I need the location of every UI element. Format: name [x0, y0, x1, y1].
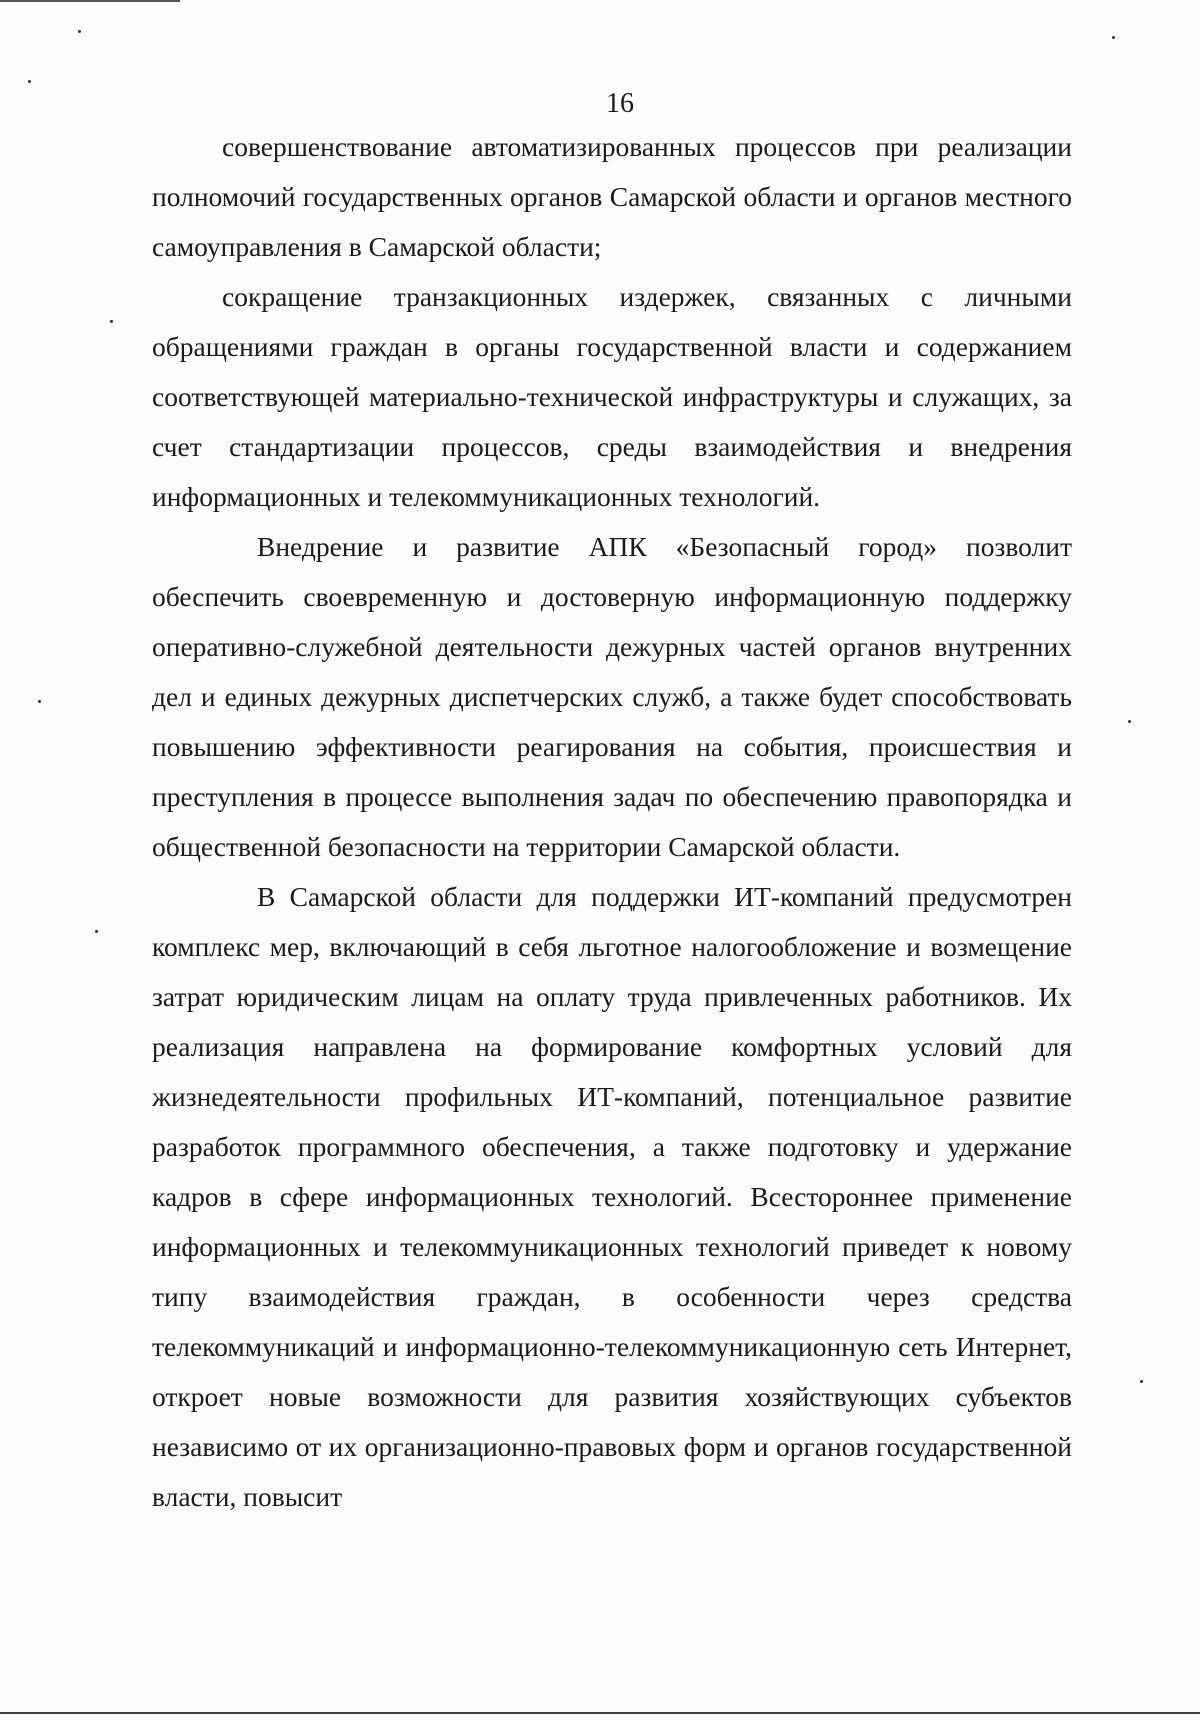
- scan-speck: [28, 80, 31, 83]
- document-body: [152, 122, 1072, 1522]
- scan-edge-top: [0, 0, 180, 2]
- scan-speck: [78, 30, 81, 33]
- page-number: 16: [606, 88, 634, 119]
- paragraph-transaction-costs: сокращение транзакционных издержек, связанных с личными обращениями граждан в органы государственной власти и содержанием соответствующей материально-технической инфраструктуры и служащих, за счет стандартизации процессов, среды взаимодействия и внедрения информационных и телекоммуникационных технологий.: [152, 281, 1072, 512]
- paragraph-automation: совершенствование автоматизированных процессов при реализации полномочий государственных органов Самарской области и органов местного самоуправления в Самарской области;: [152, 131, 1072, 262]
- paragraph-safe-city: Внедрение и развитие АПК «Безопасный город» позволит обеспечить своевременную и достоверную информационную поддержку оперативно-служебной деятельности дежурных частей органов внутренних дел и единых дежурных диспетчерских служб, а также будет способствовать повышению эффективности реагирования на события, происшествия и преступления в процессе выполнения задач по обеспечению правопорядка и общественной безопасности на территории Самарской области.: [152, 531, 1072, 862]
- scan-speck: [1128, 720, 1131, 723]
- scan-speck: [95, 930, 98, 933]
- paragraph-it-support: В Самарской области для поддержки ИТ-компаний предусмотрен комплекс мер, включающий в себя льготное налогообложение и возмещение затрат юридическим лицам на оплату труда привлеченных работников. Их реализация направлена на формирование комфортных условий для жизнедеятельности профильных ИТ-компаний, потенциальное развитие разработок программного обеспечения, а также подготовку и удержание кадров в сфере информационных технологий. Всестороннее применение информационных и телекоммуникационных технологий приведет к новому типу взаимодействия граждан, в особенности через средства телекоммуникаций и информационно-телекоммуникационную сеть Интернет, откроет новые возможности для развития хозяйствующих субъектов независимо от их организационно-правовых форм и органов государственной власти, повысит: [152, 881, 1072, 1512]
- scan-speck: [110, 320, 113, 323]
- scan-speck: [38, 700, 41, 703]
- scan-speck: [1140, 1380, 1143, 1383]
- scan-edge-bottom: [0, 1712, 1200, 1714]
- scan-speck: [1112, 36, 1115, 39]
